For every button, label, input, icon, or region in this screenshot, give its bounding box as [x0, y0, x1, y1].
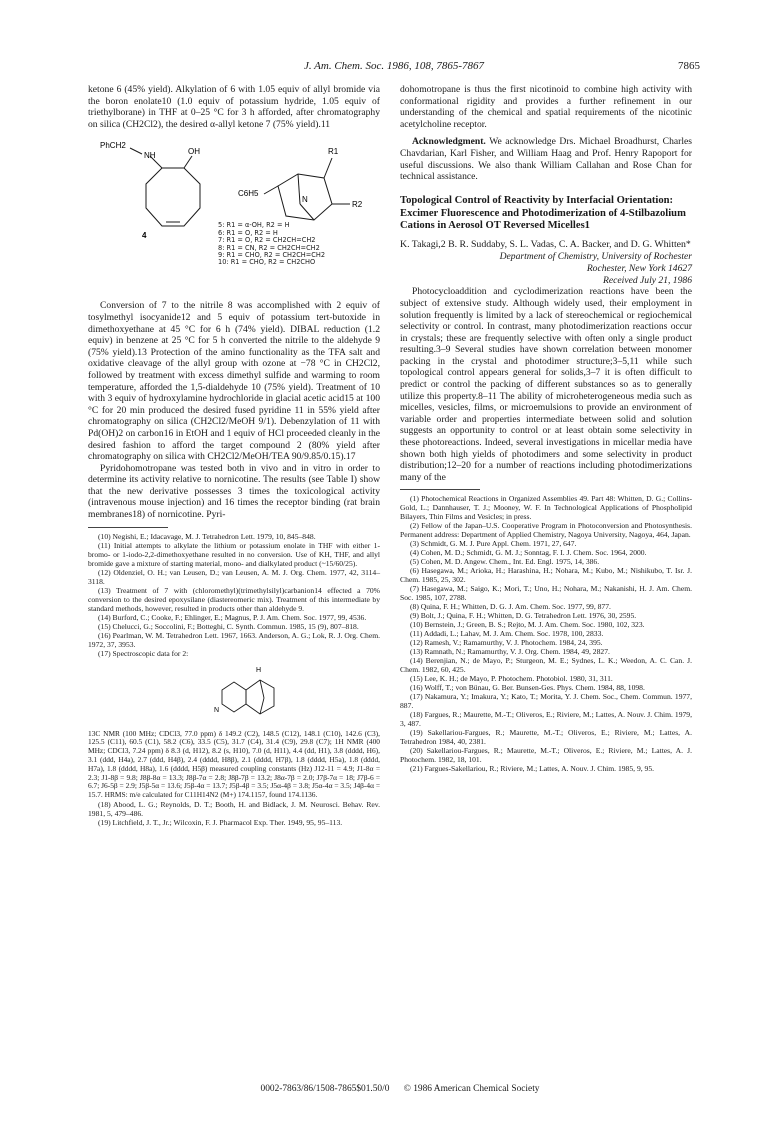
footnote: (5) Cohen, M. D. Angew. Chem., Int. Ed. Engl. 1975, 14, 386. — [410, 557, 600, 567]
left-column — [88, 84, 380, 827]
compound-entry: 7: R1 = O, R2 = CH2CH=CH2 — [218, 236, 316, 245]
h-label: H — [256, 666, 262, 674]
benzyl-label: PhCH2 — [100, 141, 126, 151]
footnote: (13) Ramnath, N.; Ramamurthy, V. J. Org. Chem. 1984, 49, 2827. — [410, 647, 610, 657]
right-column — [400, 84, 692, 773]
n-label: N — [214, 706, 220, 714]
r1-bond — [324, 158, 332, 178]
compound-entry: 9: R1 = CHO, R2 = CH2CH=CH2 — [218, 251, 326, 259]
compound-entry: 8: R1 = CN, R2 = CH2CH=CH2 — [218, 243, 320, 252]
running-header — [88, 60, 700, 74]
nh-label: NH — [144, 151, 156, 161]
footnote: (21) Fargues-Sakellariou, R.; Riviere, M.; Lattes, A. Nouv. J. Chim. 1985, 9, 95. — [410, 764, 655, 774]
compound-number-4: 4 — [142, 231, 147, 241]
footnote: (15) Chelucci, G.; Soccolini, F.; Botteghi, C. Synth. Commun. 1985, 15 (9), 807–818. — [98, 621, 359, 631]
tropane-ring — [246, 680, 274, 714]
footnote: (14) Burford, C.; Cooke, F.; Ehlinger, E.; Magnus, P. J. Am. Chem. Soc. 1977, 99, 4536. — [98, 612, 367, 622]
r2-label: R2 — [352, 200, 363, 210]
compound-entry: 10: R1 = CHO, R2 = CH2CHO — [218, 258, 316, 267]
pyridine-ring — [222, 682, 246, 712]
footnote-divider — [88, 527, 168, 528]
bridge-bond — [298, 174, 300, 204]
footnote: (17) Nakamura, Y.; Imakura, Y.; Kato, T.; Morita, Y. J. Chem. Soc., Chem. Commun. 1977, 887. — [400, 692, 692, 711]
footnote: (4) Cohen, M. D.; Schmidt, G. M. J.; Sonntag, F. I. J. Chem. Soc. 1964, 2000. — [410, 548, 647, 558]
affiliation-department: Department of Chemistry, University of Rochester — [499, 251, 692, 263]
footnote: (15) Lee, K. H.; de Mayo, P. Photochem. Photobiol. 1980, 31, 311. — [410, 674, 613, 684]
article-title: Topological Control of Reactivity by Interfacial Orientation: Excimer Fluorescence and Photodimerization of 4-Stilbazolium Cations in Aerosol OT Reversed Micelles1 — [400, 194, 686, 232]
footnote: (14) Berenjian, N.; de Mayo, P.; Sturgeon, M. E.; Sydnes, L. K.; Weedon, A. C. Can. J. Chem. 1982, 60, 425. — [400, 656, 692, 675]
footnote: (19) Sakellariou-Fargues, R.; Maurette, M.-T.; Oliveros, E.; Riviere, M.; Lattes, A. Tetrahedron 1984, 40, 2381. — [400, 728, 692, 747]
footnote: (19) Litchfield, J. T., Jr.; Wilcoxin, F. J. Pharmacol Exp. Ther. 1949, 95, 95–113. — [98, 818, 343, 828]
footnote: (16) Pearlman, W. M. Tetrahedron Lett. 1967, 1663. Anderson, A. G.; Lok, R. J. Org. Chem. 1972, 37, 3953. — [88, 630, 380, 649]
structure-drawing-2 — [208, 660, 288, 728]
copyright-notice: © 1986 American Chemical Society — [403, 1084, 540, 1094]
pyridohomotropane-structure — [88, 660, 380, 728]
footnote: (10) Bernstein, J.; Green, B. S.; Rejto, M. J. Am. Chem. Soc. 1980, 102, 323. — [410, 620, 645, 630]
footnote: (11) Initial attempts to alkylate the lithium or potassium enolate in THF with either 1-bromo- or 1-iodo-2,2-dimethoxyethane resulted in no conversion. Use of KH, THF, and allyl bromide gave a mixture of starting material, mono- and dialkylated product (~15/60/25). — [88, 540, 380, 568]
footnote: (17) Spectroscopic data for 2: — [98, 648, 189, 658]
structure-drawing — [88, 134, 380, 294]
footnote: (16) Wolff, T.; von Bünau, G. Ber. Bunsen-Ges. Phys. Chem. 1984, 88, 1098. — [410, 683, 645, 693]
r1-label: R1 — [328, 147, 339, 157]
footnote: (3) Schmidt, G. M. J. Pure Appl. Chem. 1971, 27, 647. — [410, 539, 577, 549]
acknowledgment-heading: Acknowledgment. — [412, 136, 486, 148]
bridge-bond — [300, 204, 314, 220]
acknowledgment — [400, 136, 692, 182]
phenyl-label: C6H5 — [238, 189, 259, 199]
oh-bond — [184, 156, 192, 168]
footnote-divider — [400, 489, 480, 490]
journal-citation: J. Am. Chem. Soc. 1986, 108, 7865-7867 — [303, 60, 485, 72]
affiliation-address: Rochester, New York 14627 — [586, 262, 692, 274]
nitrogen-label: N — [302, 195, 308, 205]
footnote: (13) Treatment of 7 with (chloromethyl)(trimethylsilyl)carbanion14 effected a 70% conversion to the desired epoxysilane (diastereomeric mix). Treatment of this intermediate by standard methods, however, resulted in products other than aldehyde 9. — [88, 585, 380, 613]
oh-label: OH — [188, 147, 200, 157]
footnote: (20) Sakellariou-Fargues, R.; Maurette, M.-T.; Oliveros, E.; Riviere, M.; Lattes, A. J. Photochem. 1982, 18, 101. — [400, 746, 692, 765]
acknowledgment-text: We acknowledge Drs. Michael Broadhurst, Charles Chavdarian, Karl Fisher, and William Haag and Prof. Henry Rapoport for useful discussions. We also thank William Callahan and Rose Chan for technical assistance. — [400, 136, 692, 183]
footnote: (1) Photochemical Reactions in Organized Assemblies 49. Part 48: Whitten, D. G.; Collins-Gold, L.; Dannhauser, T. J.; Mooney, W. F. In Technological Applications of Phospholipid Bilayers, Thin Films and Vesicles; in press. — [400, 494, 692, 522]
body-paragraph: Conversion of 7 to the nitrile 8 was accomplished with 2 equiv of tosylmethyl isocyanide12 and 5 equiv of potassium tert-butoxide in dimethoxyethane at 45 °C for 6 h (74% yield). DIBAL reduction (1.2 equiv) in benzene at 25 °C for 5 h converted the nitrile to the aldehyde 9 (75% yield).13 Protection of the amino functionality as the TFA salt and oxidative cleavage of the allyl group with ozone at −78 °C in CH2Cl2, followed by treatment with excess dimethyl sulfide and warming to room temperature, afforded the 1,5-dialdehyde 10 (75% yield). Treatment of 10 with 3 equiv of hydroxylamine hydrochloride in glacial acetic acid15 at 100 °C for 20 min produced the desired fused pyridine 11 in 55% yield after chromatography on silica (CH2Cl2/MeOH 9/1). Debenzylation of 11 with Pd(OH)2 on carbon16 in EtOH and 1 equiv of HCl proceeded cleanly in the desired fashion to afford the target compound 2 (80% yield after chromatography on silica with CH2Cl2/MeOH/TEA 90/9.85/0.15).17 — [88, 300, 380, 463]
body-paragraph: Pyridohomotropane was tested both in vivo and in vitro in order to determine its activity relative to nornicotine. The results (see Table I) show that the new derivative possesses 3 times the toxicological activity (intravenous mouse injection) and 16 times the receptor binding (rat brain membranes18) of nornicotine. Pyri- — [88, 462, 380, 521]
footnote: (9) Bolt, J.; Quina, F. H.; Whitten, D. G. Tetrahedron Lett. 1976, 30, 2595. — [410, 611, 637, 621]
footnote: (18) Abood, L. G.; Reynolds, D. T.; Booth, H. and Bidlack, J. M. Neurosci. Behav. Rev. 1981, 5, 479–486. — [88, 800, 380, 819]
bridge-bond — [260, 680, 264, 698]
footnote: (8) Quina, F. H.; Whitten, D. G. J. Am. Chem. Soc. 1977, 99, 877. — [410, 602, 611, 612]
publication-code: 0002-7863/86/1508-7865$01.50/0 — [260, 1084, 390, 1094]
benzyl-bond — [130, 148, 142, 154]
compound-entry: 5: R1 = α-OH, R2 = H — [218, 221, 290, 230]
compound-entry: 6: R1 = O, R2 = H — [218, 228, 278, 237]
compound-substituent-list — [218, 222, 325, 266]
phenyl-bond — [264, 186, 278, 194]
received-date: Received July 21, 1986 — [603, 274, 692, 286]
page-footer — [180, 1084, 620, 1094]
footnote: (6) Hasegawa, M.; Arioka, H.; Harashina, H.; Nohara, M.; Kubo, M.; Nishikubo, T. Isr. J. Chem. 1985, 25, 302. — [400, 566, 692, 585]
article-authors: K. Takagi,2 B. R. Suddaby, S. L. Vadas, C. A. Backer, and D. G. Whitten* — [400, 239, 691, 251]
footnote: (10) Negishi, E.; Idacavage, M. J. Tetrahedron Lett. 1979, 10, 845–848. — [98, 531, 316, 541]
body-paragraph: dohomotropane is thus the first nicotinoid to combine high activity with conformational rigidity and provides a further refinement in our understanding of the chemical and spatial requirements of the nicotinic acetylcholine receptor. — [400, 84, 692, 130]
body-paragraph: ketone 6 (45% yield). Alkylation of 6 with 1.05 equiv of allyl bromide via the boron enolate10 (1.0 equiv of potassium hydride, 1.05 equiv of triethylborane) in THF at 0–25 °C for 3 h afforded, after chromatography on silica (CH2Cl2), the desired α-allyl ketone 7 (75% yield).11 — [88, 84, 380, 130]
footnote: (12) Ramesh, V.; Ramamurthy, V. J. Photochem. 1984, 24, 395. — [410, 638, 603, 648]
footnote: (7) Hasegawa, M.; Saigo, K.; Mori, T.; Uno, H.; Nohara, M.; Nakanishi, H. J. Am. Chem. Soc. 1985, 107, 2788. — [400, 584, 692, 603]
footnote: (11) Addadi, L.; Lahav, M. J. Am. Chem. Soc. 1978, 100, 2833. — [410, 629, 604, 639]
chemical-structures-figure — [88, 134, 380, 294]
nmr-data: 13C NMR (100 MHz; CDCl3, 77.0 ppm) δ 149.2 (C2), 148.5 (C12), 148.1 (C10), 142.6 (C3), 125.5 (C11), 60.5 (C1), 58.2 (C6), 33.5 (C5), 31.7 (C4), 31.4 (C9), 29.8 (C7); 1H NMR (400 MHz; CDCl3, 7.24 ppm) δ 8.3 (d, H12), 8.2 (s, H10), 7.0 (d, H11), 4.4 (dd, H1), 3.8 (dddd, H6), 3.1 (ddd, H4a), 2.7 (ddd, H4β), 2.4 (dddd, H8β), 2.1 (dddd, H7β), 1.8 (dddd, H5a), 1.8 (dddd, H7a), 1.8 (dddd, H8a), 1.6 (dddd, H5β) measured coupling constants (Hz) J12-11 = 4.9; J1-8α = 2.3; J1-8β = 9.8; J8β-8α = 13.3; J8β-7α = 2.8; J8β-7β = 13.2; J8α-7β = 2.0; J7β-7α = 18; J7β-6 = 6.7; J6-5β = 2.9; J5β-5α = 13.6; J5β-4α = 13.7; J5β-4β = 3.5; J5α-4β = 3.8; J5α-4α = 3.5; J4β-4α = 15.7. HRMS: m/e calculated for C11H14N2 (M+) 174.1157, found 174.1136. — [88, 728, 380, 800]
body-paragraph: Photocycloaddition and cyclodimerization reactions have been the subject of extensive study. Although widely used, their employment in solution frequently is limited by a lack of stereochemical or regiochemical selectivity or control. In contrast, many photodimerization reactions occur in crystals; these are frequently selective with often only a single product resulting.3–9 Several studies have shown correlation between monomer packing in the crystal and photodimer structure;3–5,11 while such topological control appears general for solids,3–7 it is often difficult to predict or control the packing of different substances so as to generally utilize this property.8–11 The ability of microheterogeneous media such as micelles, vesicles, films, or microemulsions to provide an environment of variable order and properties intermediate between solid and solution suggests an opportunity to control or at least obtain some selectivity in these photoreactions. Indeed, several investigations in micellar media have shown both high yields of photodimers and some selectivity in product distribution;12–20 for a number of reactions including photodimerizations many of the — [400, 286, 692, 483]
cyclooctene-ring — [146, 168, 200, 226]
footnote: (2) Fellow of the Japan–U.S. Cooperative Program in Photoconversion and Photosynthesis. Permanent address: Department of Applied Chemistry, Nagoya University, Nagoya, 464, Japan. — [400, 521, 692, 540]
footnote: (18) Fargues, R.; Maurette, M.-T.; Oliveros, E.; Riviere, M.; Lattes, A. Nouv. J. Chim. 1979, 3, 487. — [400, 710, 692, 729]
footnote: (12) Oldenziel, O. H.; van Leusen, D.; van Leusen, A. M. J. Org. Chem. 1977, 42, 3114–3118. — [88, 567, 380, 586]
page-number: 7865 — [678, 60, 700, 72]
